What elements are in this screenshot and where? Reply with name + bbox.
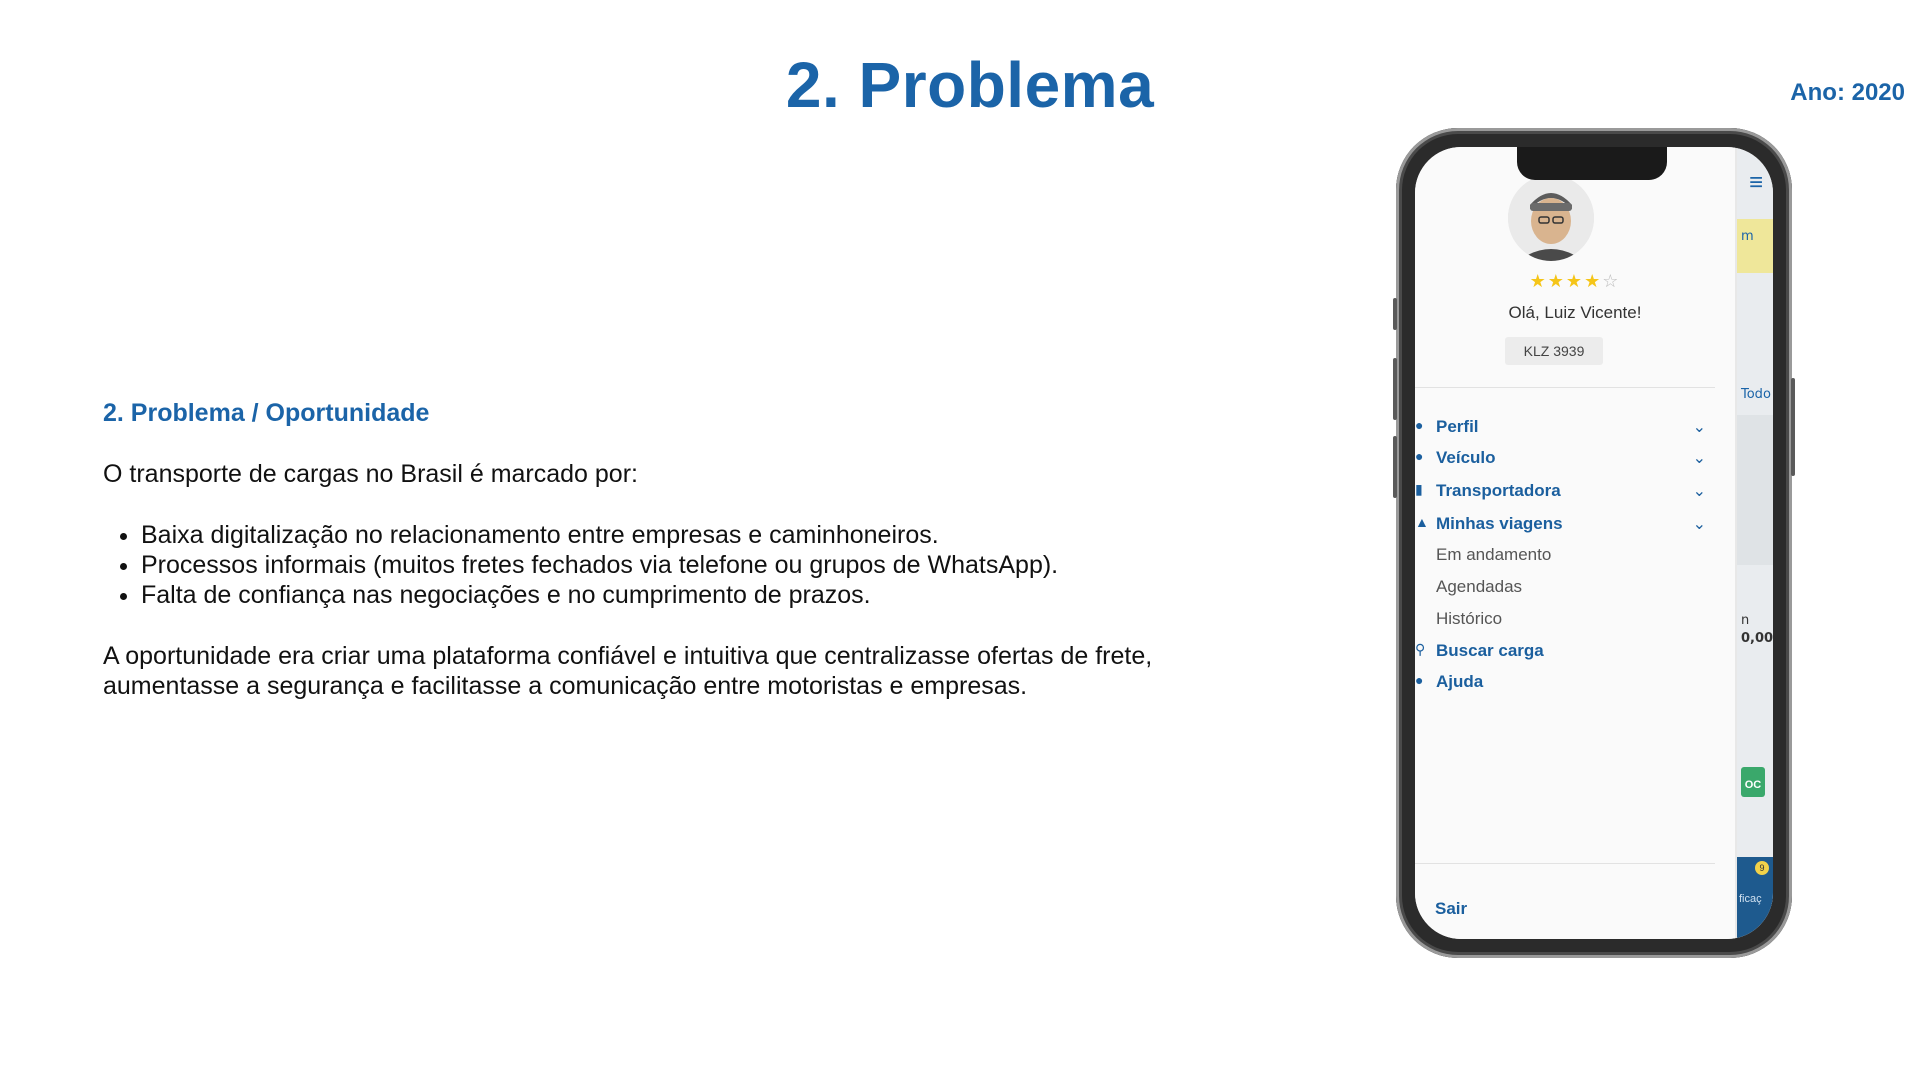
star-filled-icon: ★	[1584, 271, 1603, 291]
phone-volume-up-button	[1393, 358, 1397, 420]
problem-list	[103, 520, 1203, 610]
phone-notch	[1517, 147, 1667, 180]
list-item: • Falta de confiança nas negociações e no cumprimento de prazos.	[141, 580, 1203, 610]
background-card	[1737, 415, 1773, 565]
route-icon: ▲	[1415, 514, 1429, 530]
content-section	[103, 398, 1203, 701]
list-item: • Processos informais (muitos fretes fechados via telefone ou grupos de WhatsApp).	[141, 550, 1203, 580]
menu-item-perfil[interactable]	[1415, 417, 1706, 437]
background-text: 0,00	[1741, 631, 1773, 646]
star-filled-icon: ★	[1547, 271, 1566, 291]
submenu-item-historico[interactable]: Histórico	[1436, 609, 1503, 628]
menu-item-label: Ajuda	[1436, 672, 1484, 691]
truck-icon: ●	[1415, 448, 1424, 464]
user-icon: ●	[1415, 417, 1424, 433]
menu-item-minhas-viagens[interactable]	[1415, 514, 1706, 534]
background-app	[1737, 147, 1773, 939]
divider	[1415, 863, 1715, 864]
menu-item-ajuda[interactable]	[1415, 672, 1706, 692]
search-icon: ⚲	[1415, 641, 1426, 657]
chevron-down-icon[interactable]: ⌄	[1692, 450, 1706, 467]
chevron-down-icon[interactable]: ⌄	[1692, 516, 1706, 533]
background-text: m	[1741, 229, 1754, 244]
star-empty-icon: ☆	[1602, 271, 1621, 291]
hamburger-icon[interactable]: ≡	[1749, 169, 1764, 196]
section-heading: 2. Problema / Oportunidade	[103, 399, 430, 427]
menu-item-label: Transportadora	[1436, 481, 1561, 500]
background-banner	[1737, 219, 1773, 273]
background-text: n	[1741, 613, 1750, 628]
help-icon: ●	[1415, 672, 1424, 688]
background-bottom-nav	[1737, 857, 1773, 939]
rating-stars	[1415, 271, 1735, 292]
greeting-text: Olá, Luiz Vicente!	[1508, 303, 1642, 322]
star-filled-icon: ★	[1565, 271, 1585, 291]
phone-volume-down-button	[1393, 436, 1397, 498]
avatar	[1508, 175, 1594, 261]
background-text: ficaç	[1739, 893, 1762, 905]
menu-item-veiculo[interactable]	[1415, 448, 1706, 468]
menu-item-buscar-carga[interactable]	[1415, 641, 1706, 661]
side-drawer	[1415, 147, 1735, 939]
menu-item-label: Minhas viagens	[1436, 514, 1563, 533]
menu-item-label: Perfil	[1436, 417, 1479, 436]
phone-mockup	[1396, 128, 1792, 958]
notification-badge: 9	[1755, 861, 1769, 875]
document-icon	[1741, 767, 1765, 797]
divider	[1415, 387, 1715, 388]
chevron-down-icon[interactable]: ⌄	[1692, 419, 1706, 436]
conclusion-text: A oportunidade era criar uma plataforma confiável e intuitiva que centralizasse ofertas de frete, aumentasse a segurança e facilitasse a comunicação entre motoristas e empresas.	[103, 642, 1153, 700]
intro-text: O transporte de cargas no Brasil é marcado por:	[103, 460, 638, 488]
page-title: 2. Problema	[785, 49, 1155, 121]
logout-button[interactable]: Sair	[1435, 899, 1468, 918]
phone-mute-button	[1393, 298, 1397, 330]
phone-power-button	[1791, 378, 1795, 476]
background-text: Todo	[1741, 387, 1771, 402]
submenu-item-agendadas[interactable]: Agendadas	[1436, 577, 1523, 596]
vehicle-plate-badge: KLZ 3939	[1505, 337, 1603, 365]
menu-item-label: Veículo	[1436, 448, 1496, 467]
building-icon: ▮	[1415, 481, 1423, 497]
menu-item-transportadora[interactable]	[1415, 481, 1706, 501]
phone-screen	[1415, 147, 1773, 939]
menu-item-label: Buscar carga	[1436, 641, 1544, 660]
chevron-down-icon[interactable]: ⌄	[1692, 483, 1706, 500]
star-filled-icon: ★	[1529, 271, 1548, 291]
year-label: Ano: 2020	[1790, 79, 1905, 106]
list-item: • Baixa digitalização no relacionamento entre empresas e caminhoneiros.	[141, 520, 1203, 550]
document-label: OC	[1744, 779, 1762, 791]
submenu-item-em-andamento[interactable]: Em andamento	[1436, 545, 1552, 564]
